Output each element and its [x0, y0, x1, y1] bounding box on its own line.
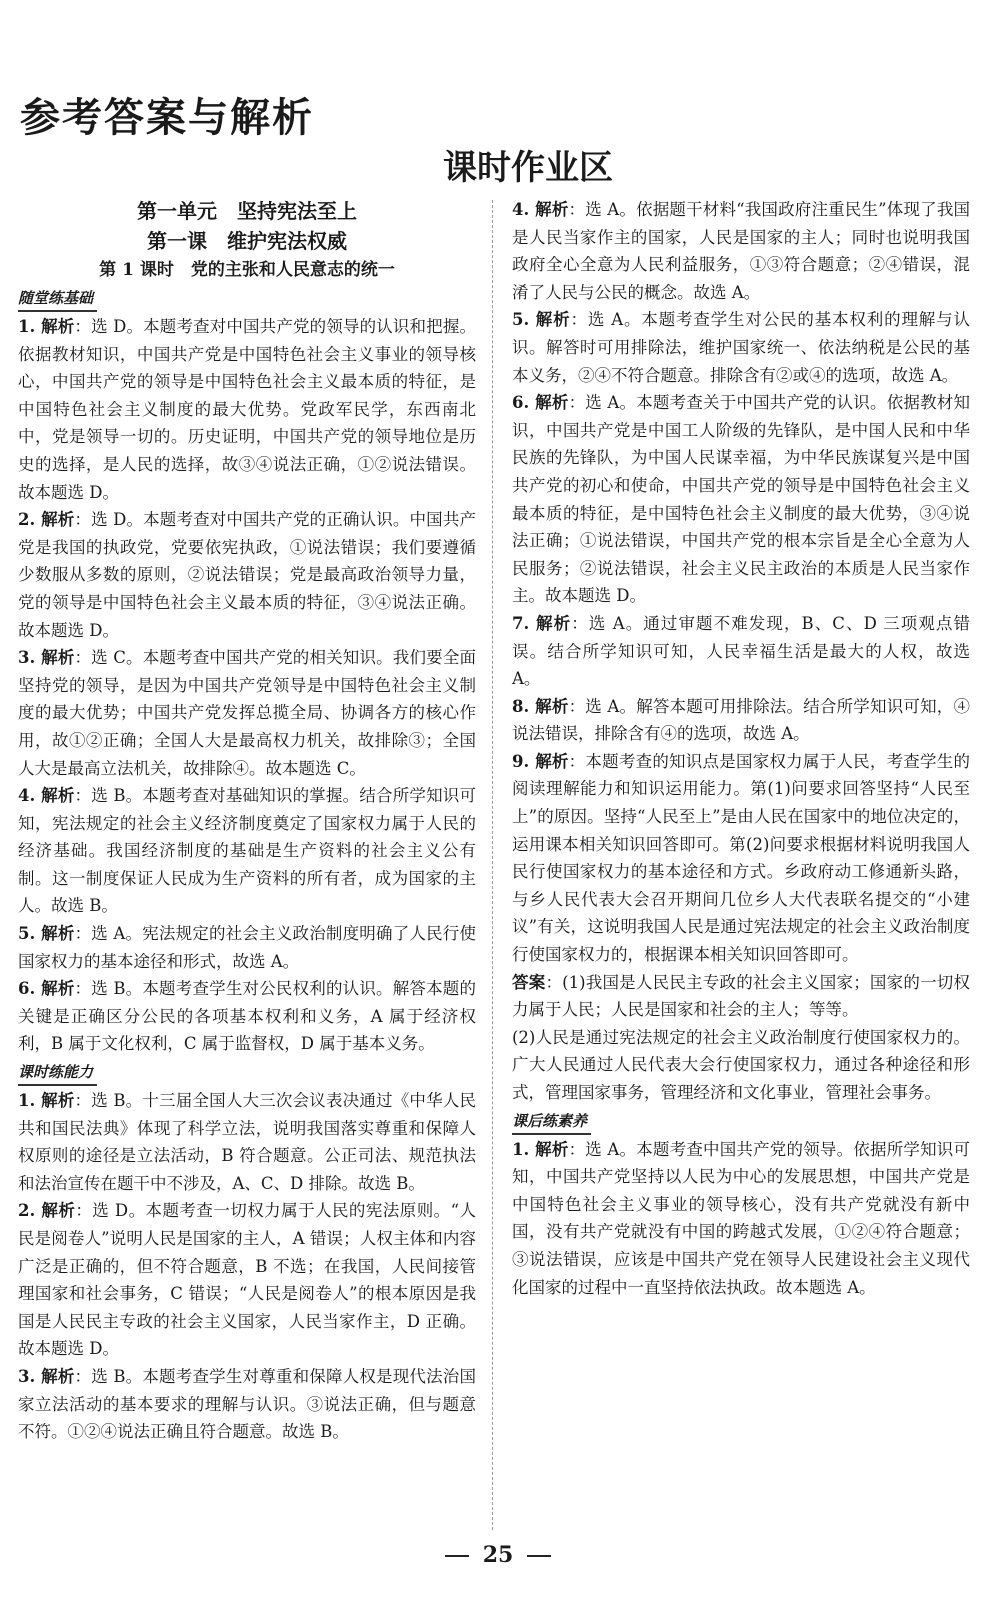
- page-title: 参考答案与解析: [20, 95, 314, 141]
- section-title-text: 课时作业区: [443, 148, 613, 188]
- answer-item: 2. 解析：选 D。本题考查对中国共产党的正确认识。中国共产党是我国的执政党，党要依宪执政，①说法错误；我们要遵循少数服从多数的原则，②说法错误；党是最高政治领导力量，党的领导是中国特色社会主义最本质的特征，③④说法正确。故本题选 D。: [18, 510, 476, 640]
- unit-title: 第一单元 坚持宪法至上: [137, 199, 357, 223]
- answer-item: 3. 解析：选 B。本题考查学生对尊重和保障人权是现代法治国家立法活动的基本要求的理解与认识。③说法正确，但与题意不符。①②④说法正确且符合题意。故选 B。: [18, 1366, 476, 1442]
- period-title: 第 1 课时 党的主张和人民意志的统一: [99, 260, 395, 280]
- answer-item: 5. 解析：选 A。宪法规定的社会主义政治制度明确了人民行使国家权力的基本途径和形式，故选 A。: [18, 924, 476, 971]
- lesson-title: 第一课 维护宪法权威: [147, 229, 347, 253]
- answer-item: 1. 解析：选 D。本题考查对中国共产党的领导的认识和把握。依据教材知识，中国共产党是中国特色社会主义事业的领导核心，中国共产党的领导是中国特色社会主义最本质的特征，是中国特色社会主义制度的最大优势。党政军民学，东西南北中，党是领导一切的。历史证明，中国共产党的领导地位是历史的选择，是人民的选择，故③④说法正确，①②说法错误。故本题选 D。: [18, 317, 476, 502]
- answer-block: 答案：(1)我国是人民民主专政的社会主义国家；国家的一切权力属于人民；人民是国家和社会的主人；等等。: [512, 972, 971, 1020]
- answer-block-part-2: (2)人民是通过宪法规定的社会主义政治制度行使国家权力的。广大人民通过人民代表大会行使国家权力，通过各种途径和形式，管理国家事务，管理经济和文化事业，管理社会事务。: [512, 1027, 970, 1102]
- column-divider: [492, 200, 493, 1530]
- answer-item: 4. 解析：选 B。本题考查对基础知识的掌握。结合所学知识可知，宪法规定的社会主义经济制度奠定了国家权力属于人民的经济基础。我国经济制度的基础是生产资料的社会主义公有制。这一制度保证人民成为生产资料的所有者，成为国家的主人。故选 B。: [18, 786, 476, 916]
- answer-item: 8. 解析：选 A。解答本题可用排除法。结合所学知识可知，④说法错误，排除含有④的选项，故选 A。: [512, 696, 970, 744]
- subsection-heading: 课时练能力: [18, 1060, 97, 1086]
- answer-item: 4. 解析：选 A。依据题干材料“我国政府注重民生”体现了我国是人民当家作主的国家，人民是国家的主人；同时也说明我国政府全心全意为人民利益服务，①③符合题意；②④错误，混淆了人民与公民的概念。故选 A。: [512, 200, 970, 302]
- answer-item: 7. 解析：选 A。通过审题不难发现，B、C、D 三项观点错误。结合所学知识可知，人民幸福生活是最大的人权，故选 A。: [512, 613, 970, 689]
- answer-item: 6. 解析：选 A。本题考查关于中国共产党的认识。依据教材知识，中国共产党是中国工人阶级的先锋队，是中国人民和中华民族的先锋队，为中国人民谋幸福，为中华民族谋复兴是中国共产党的初心和使命，中国共产党的领导是中国特色社会主义最本质的特征，是中国特色社会主义制度的最大优势，③④说法正确；①说法错误，中国共产党的根本宗旨是全心全意为人民服务；②说法错误，社会主义民主政治的本质是人民当家作主。故本题选 D。: [512, 393, 970, 606]
- answer-item: 9. 解析：本题考查的知识点是国家权力属于人民，考查学生的阅读理解能力和知识运用能力。第(1)问要求回答坚持“人民至上”的原因。坚持“人民至上”是由人民在国家中的地位决定的，运用课本相关知识回答即可。第(2)问要求根据材料说明我国人民行使国家权力的基本途径和方式。乡政府动工修通新头路，与乡人民代表大会召开期间几位乡人大代表联名提交的“小建议”有关，这说明我国人民是通过宪法规定的社会主义政治制度行使国家权力的，根据课本相关知识回答即可。: [512, 751, 970, 965]
- page-number: 25: [0, 1542, 996, 1568]
- left-column: [18, 196, 476, 1446]
- subsection-heading: 随堂练基础: [18, 286, 97, 312]
- answer-item: 2. 解析：选 D。本题考查一切权力属于人民的宪法原则。“人民是阅卷人”说明人民是国家的主人，A 错误；人权主体和内容广泛是正确的，但不符合题意，B 不选；在我国，人民间接管理国家和社会事务，C 错误；“人民是阅卷人”的根本原因是我国是人民民主专政的社会主义国家，人民当家作主，D 正确。故本题选 D。: [18, 1201, 476, 1359]
- answer-item: 3. 解析：选 C。本题考查中国共产党的相关知识。我们要全面坚持党的领导，是因为中国共产党领导是中国特色社会主义制度的最大优势；中国共产党发挥总揽全局、协调各方的核心作用，故①②正确；全国人大是最高权力机关，故排除③；全国人大是最高立法机关，故排除④。故本题选 C。: [18, 648, 476, 778]
- answer-item: 5. 解析：选 A。本题考查学生对公民的基本权利的理解与认识。解答时可用排除法，维护国家统一、依法纳税是公民的基本义务，②④不符合题意。排除含有②或④的选项，故选 A。: [512, 310, 970, 385]
- answer-item: 1. 解析：选 A。本题考查中国共产党的领导。依据所学知识可知，中国共产党坚持以人民为中心的发展思想，中国共产党是中国特色社会主义事业的领导核心，没有共产党就没有新中国，没有共产党就没有中国的跨越式发展，①②④符合题意；③说法错误，应该是中国共产党在领导人民建设社会主义现代化国家的过程中一直坚持依法执政。故本题选 A。: [512, 1139, 970, 1297]
- answer-item: 6. 解析：选 B。本题考查学生对公民权利的认识。解答本题的关键是正确区分公民的各项基本权利和义务，A 属于经济权利，B 属于文化权利，C 属于监督权，D 属于基本义务。: [18, 979, 476, 1054]
- section-title: [0, 140, 996, 189]
- answer-item: 1. 解析：选 B。十三届全国人大三次会议表决通过《中华人民共和国民法典》体现了科学立法，说明我国落实尊重和保障人权原则的途径是立法活动，B 符合题意。公正司法、规范执法和法治宣传在题干中不涉及，A、C、D 排除。故选 B。: [18, 1091, 476, 1193]
- right-column: [512, 196, 970, 1301]
- subsection-heading: 课后练素养: [512, 1109, 591, 1135]
